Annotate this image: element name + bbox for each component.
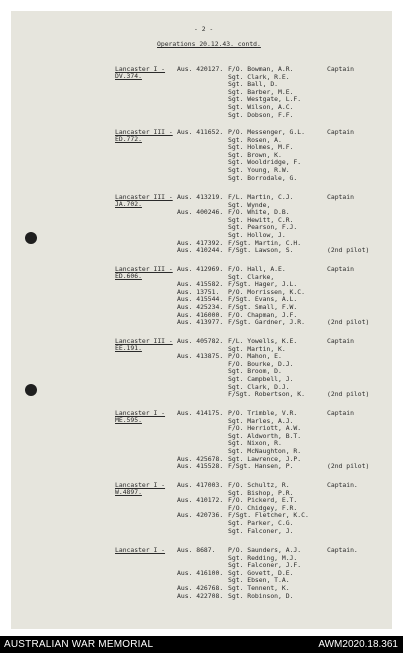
- crew-member: F/L. Martin, C.J.: [228, 193, 294, 201]
- crew-member: F/O. Schultz, R.: [228, 481, 290, 489]
- service-number: Aus. 426768.: [177, 584, 224, 592]
- crew-member: P/O. Trimble, V.R.: [228, 409, 298, 417]
- crew-member: F/Sgt. Small, F.W.: [228, 303, 298, 311]
- crew-member: F/L. Yowells, K.E.: [228, 337, 298, 345]
- crew-member: F/Sgt. Hansen, P.: [228, 462, 294, 471]
- service-number: Aus. 415528.: [177, 462, 224, 471]
- crew-member: Sgt. Wilson, A.C.: [228, 103, 294, 111]
- crew-member: Sgt. Holmes, M.F.: [228, 143, 294, 152]
- aircraft-type: Lancaster III -: [115, 128, 173, 136]
- service-number: Aus. 412969.: [177, 265, 224, 273]
- aircraft-serial: ME.595.: [115, 416, 142, 424]
- crew-member: Sgt. Barber, M.E.: [228, 87, 294, 96]
- punch-hole-top: [25, 232, 37, 244]
- crew-member: F/Sgt. Evans, A.L.: [228, 295, 298, 304]
- crew-member: F/Sgt. Hager, J.L.: [228, 280, 298, 289]
- crew-role: Captain.: [327, 481, 358, 489]
- crew-role: Captain.: [327, 546, 358, 554]
- aircraft-serial: ED.606.: [115, 272, 142, 280]
- crew-member: F/O. Bowman, A.R.: [228, 65, 294, 73]
- crew-member: F/Sgt. Lawson, S.: [228, 246, 294, 255]
- crew-role: Captain: [327, 409, 354, 417]
- service-number: Aus. 413219.: [177, 193, 224, 201]
- crew-member: Sgt. Parker, C.G.: [228, 519, 294, 527]
- crew-member: Sgt. Wooldridge, F.: [228, 158, 302, 167]
- aircraft-type: Lancaster I -: [115, 481, 166, 489]
- aircraft-type: Lancaster I -: [115, 409, 166, 417]
- crew-role: Captain: [327, 193, 354, 201]
- service-number: Aus. 420736.: [177, 511, 224, 520]
- crew-member: Sgt. Clark, D.J.: [228, 382, 290, 391]
- service-number: Aus. 417392.: [177, 238, 224, 247]
- aircraft-type: Lancaster III -: [115, 337, 173, 345]
- crew-member: F/Sgt. Martin, C.H.: [228, 238, 302, 247]
- crew-member: Sgt. McNaughton, R.: [228, 447, 302, 455]
- crew-member: Sgt. Bishop, P.R.: [228, 488, 294, 497]
- crew-member: Sgt. Falconer, J.: [228, 526, 294, 535]
- aircraft-type: Lancaster I -: [115, 546, 166, 554]
- crew-member: Sgt. Martin, K.: [228, 344, 286, 353]
- crew-member: Sgt. Westgate, L.F.: [228, 95, 302, 104]
- crew-member: Sgt. Marles, A.J.: [228, 416, 294, 425]
- footer-institution: AUSTRALIAN WAR MEMORIAL: [4, 639, 154, 650]
- service-number: Aus. 414175.: [177, 409, 224, 417]
- crew-member: Sgt. Ball, D.: [228, 80, 279, 89]
- footer-bar: [0, 636, 403, 653]
- crew-member: P/O. Messenger, G.L.: [228, 128, 305, 136]
- service-number: Aus. 416100.: [177, 568, 224, 577]
- crew-member: F/O. Pickerd, E.T.: [228, 496, 298, 505]
- service-number: Aus. 416000.: [177, 310, 224, 319]
- crew-member: F/O. Chidgey, F.R.: [228, 503, 298, 512]
- aircraft-serial: JA.702.: [115, 200, 142, 208]
- service-number: Aus. 420127.: [177, 65, 224, 73]
- crew-role: Captain: [327, 65, 354, 73]
- crew-member: Sgt. Lawrence, J.P.: [228, 454, 302, 463]
- service-number: Aus. 410244.: [177, 246, 224, 255]
- crew-role: (2nd pilot): [327, 462, 370, 471]
- crew-member: Sgt. Young, R.W.: [228, 166, 290, 174]
- crew-member: Sgt. Ebsen, T.A.: [228, 576, 290, 585]
- crew-member: Sgt. Falconer, J.F.: [228, 561, 302, 570]
- service-number: Aus. 425678.: [177, 454, 224, 463]
- crew-member: F/O. Bourke, D.J.: [228, 359, 294, 368]
- crew-member: P/O. Saunders, A.J.: [228, 546, 302, 554]
- page-number: - 2 -: [194, 25, 214, 33]
- crew-member: Sgt. Hewitt, C.R.: [228, 215, 294, 224]
- crew-member: F/Sgt. Gardner, J.R.: [228, 318, 305, 327]
- crew-member: P/O. Morrissen, K.C.: [228, 287, 305, 296]
- aircraft-serial: DV.374.: [115, 72, 142, 80]
- crew-member: Sgt. Dobson, F.F.: [228, 110, 294, 119]
- crew-member: F/O. Chapman, J.F.: [228, 310, 298, 319]
- crew-member: F/Sgt. Robertson, K.: [228, 390, 305, 399]
- service-number: Aus. 13751.: [177, 287, 220, 296]
- aircraft-type: Lancaster III -: [115, 265, 173, 273]
- service-number: Aus. 425234.: [177, 303, 224, 311]
- crew-member: F/O. Hall, A.E.: [228, 265, 286, 273]
- footer-reference: AWM2020.18.361: [318, 639, 398, 650]
- service-number: Aus. 417003.: [177, 481, 224, 489]
- aircraft-serial: EE.191.: [115, 344, 142, 352]
- crew-role: (2nd pilot): [327, 318, 370, 327]
- crew-member: Sgt. Redding, M.J.: [228, 553, 298, 562]
- service-number: Aus. 415544.: [177, 295, 224, 304]
- service-number: Aus. 400246.: [177, 208, 224, 217]
- crew-member: Sgt. Campbell, J.: [228, 375, 294, 383]
- service-number: Aus. 422708.: [177, 591, 224, 600]
- crew-member: P/O. Mahon, E.: [228, 352, 282, 361]
- service-number: Aus. 410172.: [177, 496, 224, 505]
- aircraft-type: Lancaster III -: [115, 193, 173, 201]
- crew-role: Captain: [327, 337, 354, 345]
- punch-hole-bottom: [25, 384, 37, 396]
- crew-member: Sgt. Aldworth, B.T.: [228, 431, 302, 440]
- crew-member: Sgt. Robinson, D.: [228, 591, 294, 600]
- crew-member: F/Sgt. Fletcher, K.C.: [228, 511, 309, 520]
- crew-member: Sgt. Clark, R.E.: [228, 72, 290, 81]
- crew-member: Sgt. Wynde,: [228, 200, 271, 209]
- service-number: Aus. 415582.: [177, 280, 224, 289]
- aircraft-serial: ED.772.: [115, 135, 142, 143]
- crew-member: Sgt. Hollow, J.: [228, 231, 286, 239]
- service-number: Aus. 413977.: [177, 318, 224, 327]
- crew-member: F/O. Herriott, A.W.: [228, 424, 302, 433]
- service-number: Aus. 411652.: [177, 128, 224, 136]
- crew-member: F/O. White, D.B.: [228, 208, 290, 217]
- crew-member: Sgt. Nixon, R.: [228, 439, 282, 448]
- crew-member: Sgt. Govett, D.E.: [228, 568, 294, 577]
- service-number: Aus. 413875.: [177, 352, 224, 361]
- crew-member: Sgt. Borrodale, G.: [228, 173, 298, 182]
- crew-member: Sgt. Broom, D.: [228, 367, 282, 376]
- crew-member: Sgt. Tennent, K.: [228, 584, 290, 592]
- aircraft-serial: W.4897.: [115, 488, 142, 496]
- crew-member: Sgt. Rosen, A.: [228, 135, 282, 144]
- crew-role: Captain: [327, 265, 354, 273]
- crew-role: Captain: [327, 128, 354, 136]
- crew-member: Sgt. Brown, K.: [228, 150, 282, 159]
- service-number: Aus. 405782.: [177, 337, 224, 345]
- aircraft-type: Lancaster I -: [115, 65, 166, 73]
- crew-role: (2nd pilot): [327, 246, 370, 255]
- service-number: Aus. 8687.: [177, 546, 216, 554]
- crew-role: (2nd pilot): [327, 390, 370, 399]
- crew-member: Sgt. Clarke,: [228, 272, 275, 281]
- crew-member: Sgt. Pearson, F.J.: [228, 223, 298, 232]
- page-heading: Operations 20.12.43. contd.: [157, 40, 261, 48]
- document-page: [11, 11, 392, 629]
